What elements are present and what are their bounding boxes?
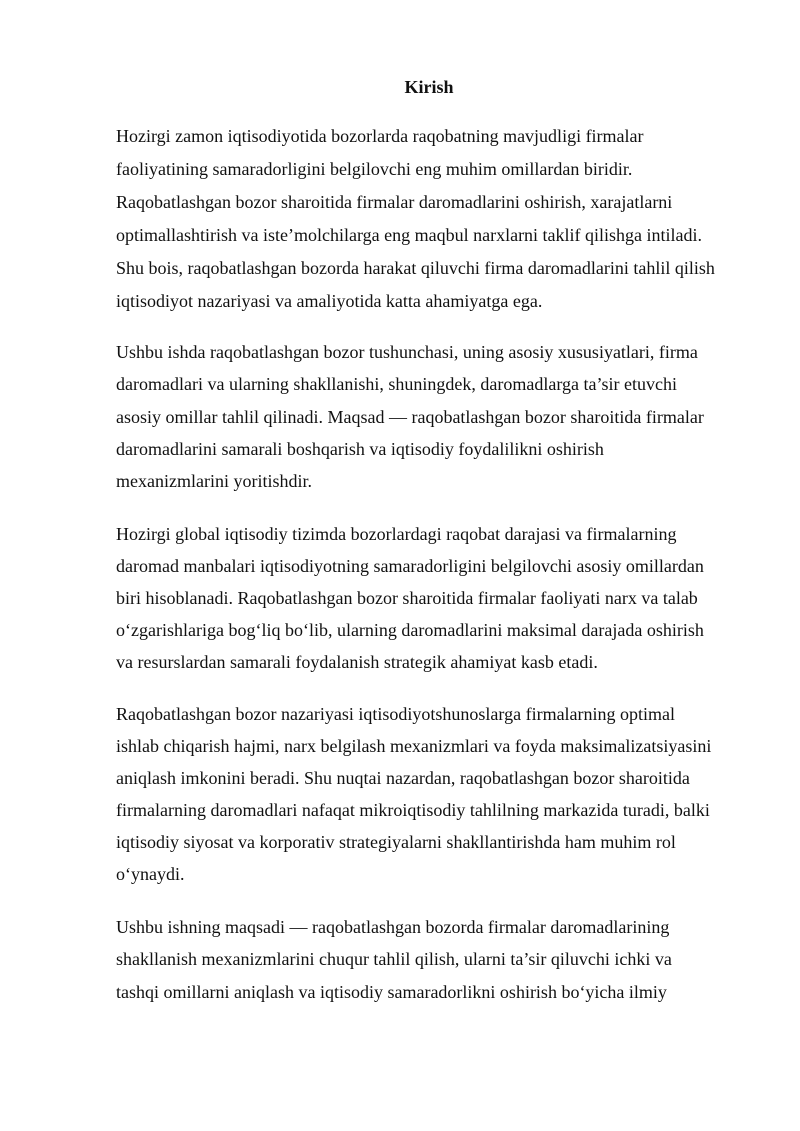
paragraph-3-line-2: daromad manbalari iqtisodiyotning samaradorligini belgilovchi asosiy omillardan	[116, 556, 704, 576]
paragraph-1-line-3: Raqobatlashgan bozor sharoitida firmalar daromadlarini oshirish, xarajatlarni	[116, 192, 673, 212]
paragraph-4-line-5: iqtisodiy siyosat va korporativ strategiyalarni shakllantirishda ham muhim rol	[116, 832, 676, 852]
paragraph-1-line-6: iqtisodiyot nazariyasi va amaliyotida katta ahamiyatga ega.	[116, 291, 543, 311]
paragraph-4-line-1: Raqobatlashgan bozor nazariyasi iqtisodiyotshunoslarga firmalarning optimal	[116, 704, 676, 724]
paragraph-1-line-4: optimallashtirish va iste’molchilarga eng maqbul narxlarni taklif qilishga intiladi.	[116, 225, 703, 245]
paragraph-4-line-4: firmalarning daromadlari nafaqat mikroiqtisodiy tahlilning markazida turadi, balki	[116, 800, 710, 820]
paragraph-4-line-6: o‘ynaydi.	[116, 864, 185, 884]
paragraph-3-line-3: biri hisoblanadi. Raqobatlashgan bozor sharoitida firmalar faoliyati narx va talab	[116, 588, 698, 608]
paragraph-1-line-1: Hozirgi zamon iqtisodiyotida bozorlarda raqobatning mavjudligi firmalar	[116, 126, 644, 146]
paragraph-4-line-3: aniqlash imkonini beradi. Shu nuqtai nazardan, raqobatlashgan bozor sharoitida	[116, 768, 690, 788]
paragraph-2-line-1: Ushbu ishda raqobatlashgan bozor tushunchasi, uning asosiy xususiyatlari, firma	[116, 342, 698, 362]
paragraph-5-line-3: tashqi omillarni aniqlash va iqtisodiy samaradorlikni oshirish bo‘yicha ilmiy	[116, 982, 667, 1002]
paragraph-2-line-4: daromadlarini samarali boshqarish va iqtisodiy foydalilikni oshirish	[116, 439, 604, 459]
paragraph-2-line-5: mexanizmlarini yoritishdir.	[116, 471, 312, 491]
paragraph-2-line-2: daromadlari va ularning shakllanishi, shuningdek, daromadlarga ta’sir etuvchi	[116, 374, 678, 394]
paragraph-3-line-1: Hozirgi global iqtisodiy tizimda bozorlardagi raqobat darajasi va firmalarning	[116, 524, 677, 544]
paragraph-5-line-1: Ushbu ishning maqsadi — raqobatlashgan bozorda firmalar daromadlarining	[116, 917, 670, 937]
page-title: Kirish	[404, 77, 454, 97]
paragraph-4-line-2: ishlab chiqarish hajmi, narx belgilash mexanizmlari va foyda maksimalizatsiyasini	[116, 736, 712, 756]
paragraph-3-line-5: va resurslardan samarali foydalanish strategik ahamiyat kasb etadi.	[116, 652, 598, 672]
paragraph-3-line-4: o‘zgarishlariga bog‘liq bo‘lib, ularning daromadlarini maksimal darajada oshirish	[116, 620, 704, 640]
paragraph-1-line-5: Shu bois, raqobatlashgan bozorda harakat qiluvchi firma daromadlarini tahlil qilish	[116, 258, 715, 278]
paragraph-1-line-2: faoliyatining samaradorligini belgilovchi eng muhim omillardan biridir.	[116, 159, 633, 179]
paragraph-2-line-3: asosiy omillar tahlil qilinadi. Maqsad — raqobatlashgan bozor sharoitida firmalar	[116, 407, 704, 427]
paragraph-5-line-2: shakllanish mexanizmlarini chuqur tahlil qilish, ularni ta’sir qiluvchi ichki va	[116, 949, 672, 969]
